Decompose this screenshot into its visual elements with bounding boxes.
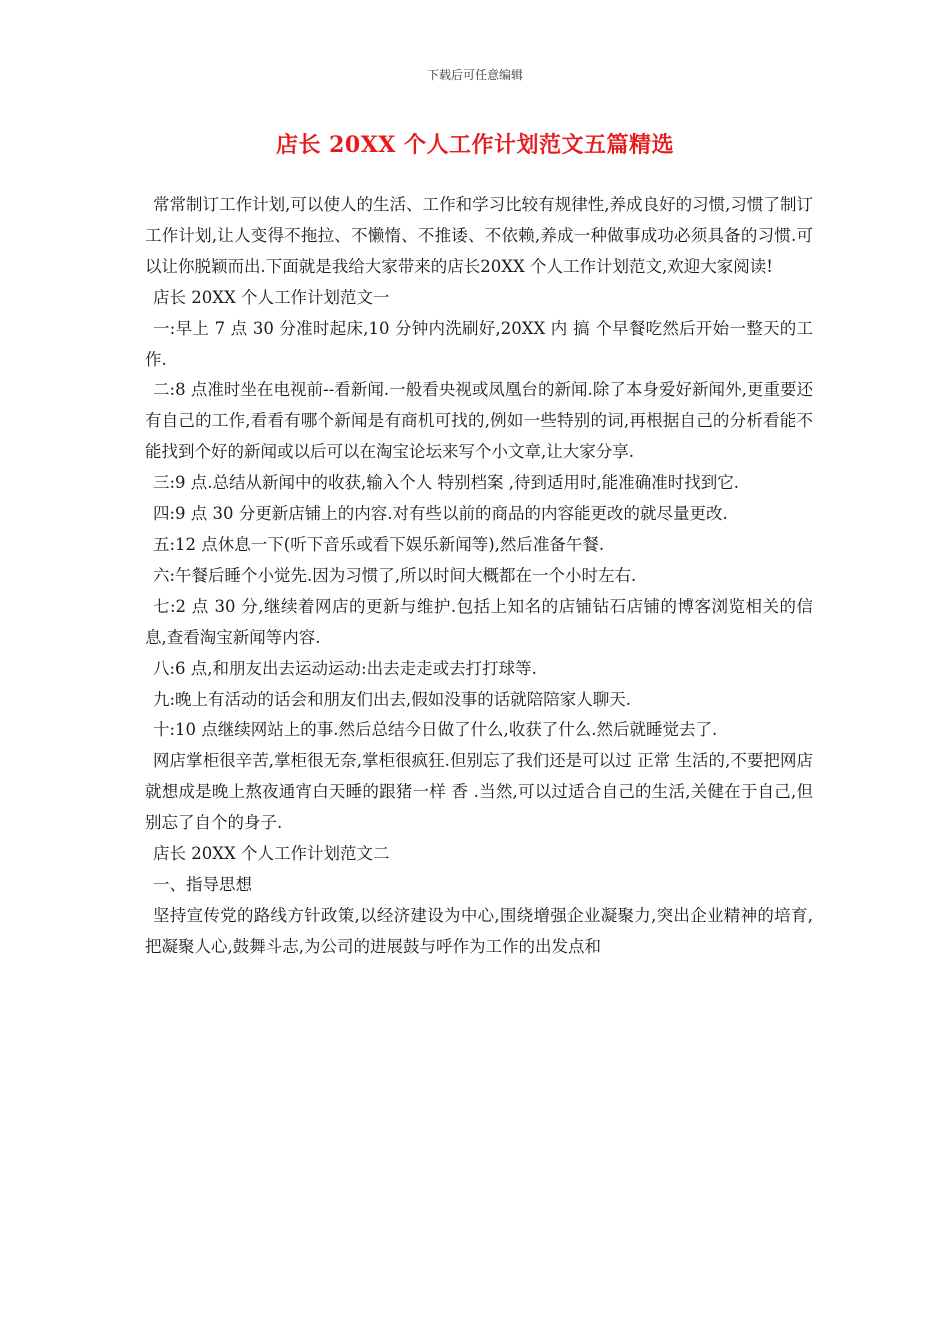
- section-heading-1: 店长 20XX 个人工作计划范文一: [153, 287, 390, 307]
- plan-item-7: 七:2 点 30 分,继续着网店的更新与维护.包括上知名的店铺钻石店铺的博客浏览相关的信息,查看淘宝新闻等内容.: [145, 596, 813, 647]
- plan-item-2: 二:8 点准时坐在电视前--看新闻.一般看央视或凤凰台的新闻.除了本身爱好新闻外,更重要还有自己的工作,看看有哪个新闻是有商机可找的,例如一些特别的词,再根据自己的分析看能不能找到个好的新闻或以后可以在淘宝论坛来写个小文章,让大家分享.: [145, 380, 813, 462]
- closing-paragraph: 网店掌柜很辛苦,掌柜很无奈,掌柜很疯狂.但别忘了我们还是可以过 正常 生活的,不要把网店就想成是晚上熬夜通宵白天睡的跟猪一样 香 .当然,可以过适合自己的生活,关健在于自己,但别忘了自个的身子.: [145, 751, 813, 833]
- plan-item-9: 九:晚上有活动的话会和朋友们出去,假如没事的话就陪陪家人聊天.: [153, 689, 632, 709]
- document-body: [145, 190, 813, 963]
- plan-item-4: 四:9 点 30 分更新店铺上的内容.对有些以前的商品的内容能更改的就尽量更改.: [153, 504, 728, 524]
- plan-item-8: 八:6 点,和朋友出去运动运动:出去走走或去打打球等.: [153, 658, 537, 678]
- guideline-paragraph: 坚持宣传党的路线方针政策,以经济建设为中心,围绕增强企业凝聚力,突出企业精神的培育,把凝聚人心,鼓舞斗志,为公司的进展鼓与呼作为工作的出发点和: [145, 905, 813, 956]
- document-title: 店长 20XX 个人工作计划范文五篇精选: [275, 132, 675, 158]
- intro-paragraph: 常常制订工作计划,可以使人的生活、工作和学习比较有规律性,养成良好的习惯,习惯了制订工作计划,让人变得不拖拉、不懒惰、不推诿、不依赖,养成一种做事成功必须具备的习惯.可以让你脱颖而出.下面就是我给大家带来的店长20XX 个人工作计划范文,欢迎大家阅读!: [145, 195, 813, 276]
- plan-item-5: 五:12 点休息一下(听下音乐或看下娱乐新闻等),然后准备午餐.: [153, 534, 605, 554]
- section-heading-2: 店长 20XX 个人工作计划范文二: [153, 844, 390, 864]
- plan-item-10: 十:10 点继续网站上的事.然后总结今日做了什么,收获了什么.然后就睡觉去了.: [153, 720, 718, 740]
- plan-item-6: 六:午餐后睡个小觉先.因为习惯了,所以时间大概都在一个小时左右.: [153, 565, 637, 585]
- plan-item-1: 一:早上 7 点 30 分准时起床,10 分钟内洗刷好,20XX 内 搞 个早餐吃然后开始一整天的工作.: [145, 318, 813, 369]
- header-note: 下载后可任意编辑: [426, 68, 523, 82]
- subsection-heading: 一、指导思想: [153, 874, 252, 894]
- plan-item-3: 三:9 点.总结从新闻中的收获,输入个人 特别档案 ,待到适用时,能准确准时找到它.: [153, 473, 740, 493]
